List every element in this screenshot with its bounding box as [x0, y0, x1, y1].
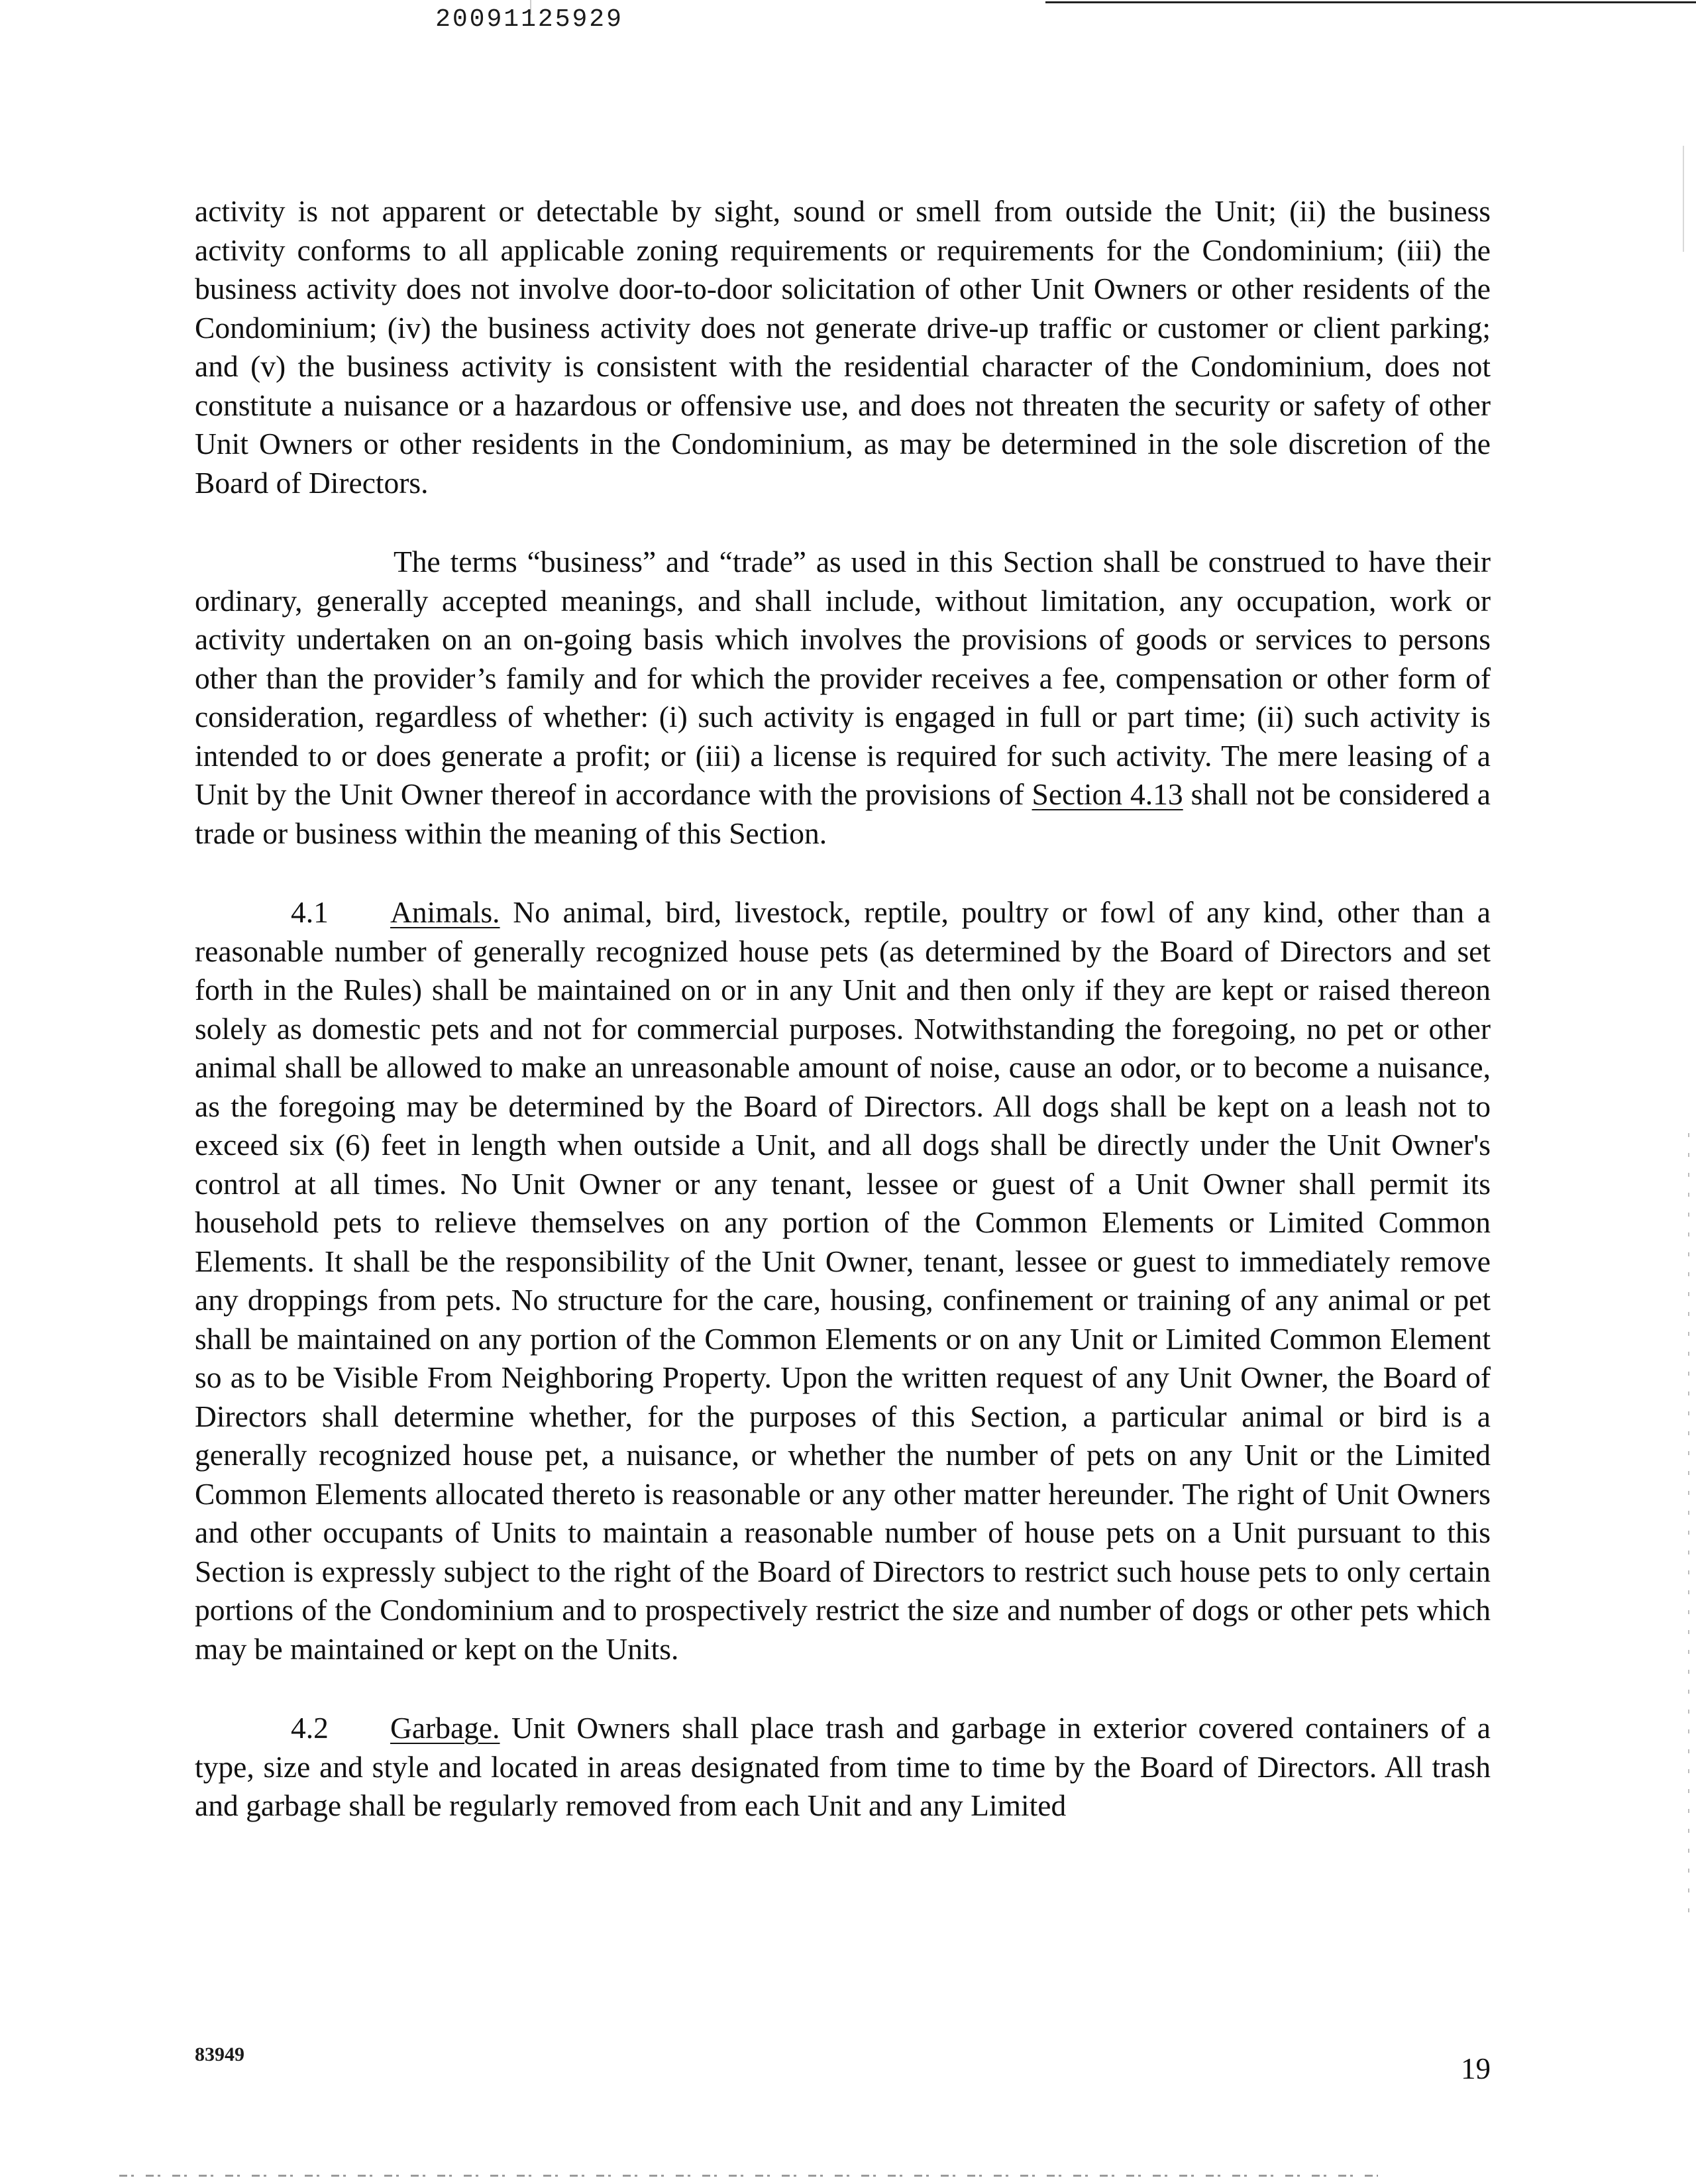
- section-title: Garbage.: [390, 1711, 500, 1745]
- section-number: 4.2: [291, 1711, 329, 1745]
- recording-number: 20091125929: [435, 5, 623, 34]
- footer-page-number: 19: [1461, 2052, 1491, 2085]
- document-body: [195, 192, 1491, 1866]
- scan-artifact-bottom-line: [119, 2175, 1378, 2177]
- continuation-paragraph: activity is not apparent or detectable by sight, sound or smell from outside the Unit; (ii) the business activity conforms to all applicable zoning requirements or requirements for the Condominium; (iii) the business activity does not involve door-to-door solicitation of other Unit Owners or other residents of the Condominium; (iv) the business activity does not generate drive-up traffic or customer or client parking; and (v) the business activity is consistent with the residential character of the Condominium, does not constitute a nuisance or a hazardous or offensive use, and does not threaten the security or safety of other Unit Owners or other residents in the Condominium, as may be determined in the sole discretion of the Board of Directors.: [195, 194, 1491, 500]
- section-title: Animals.: [390, 895, 500, 929]
- section-garbage: [195, 1709, 1491, 1826]
- footer-file-number: 83949: [195, 2044, 244, 2065]
- section-number: 4.1: [291, 895, 329, 929]
- section-text: Unit Owners shall place trash and garbage in exterior covered containers of a type, size and style and located in areas designated from time to time by the Board of Directors. All trash and garbage shall be regularly removed from each Unit and any Limited: [195, 1711, 1491, 1822]
- header-rule: [1045, 1, 1696, 3]
- scan-artifact-edge: [1683, 146, 1684, 252]
- terms-text: The terms “business” and “trade” as used in this Section shall be construed to have their ordinary, generally accepted meanings, and shall include, without limitation, any occupation, work or activity undertaken on an on-going basis which involves the provisions of goods or services to persons other than the provider’s family and for which the provider receives a fee, compensation or other form of consideration, regardless of whether: (i) such activity is engaged in full or part time; (ii) such activity is intended to or does generate a profit; or (iii) a license is required for such activity. The mere leasing of a Unit by the Unit Owner thereof in accordance with the provisions of: [195, 545, 1491, 811]
- scan-artifact-dashes: [1688, 1133, 1689, 1928]
- section-animals: [195, 893, 1491, 1668]
- terms-text-end: shall not be considered a trade or business within the meaning of this Section.: [195, 777, 1491, 850]
- terms-definition-paragraph: [195, 543, 1491, 853]
- section-cross-reference: Section 4.13: [1032, 777, 1183, 811]
- section-text: No animal, bird, livestock, reptile, poultry or fowl of any kind, other than a reasonable number of generally recognized house pets (as determined by the Board of Directors and set forth in the Rules) shall be maintained on or in any Unit and then only if they are kept or raised thereon solely as domestic pets and not for commercial purposes. Notwithstanding the foregoing, no pet or other animal shall be allowed to make an unreasonable amount of noise, cause an odor, or to become a nuisance, as the foregoing may be determined by the Board of Directors. All dogs shall be kept on a leash not to exceed six (6) feet in length when outside a Unit, and all dogs shall be directly under the Unit Owner's control at all times. No Unit Owner or any tenant, lessee or guest of a Unit Owner shall permit its household pets to relieve themselves on any portion of the Common Elements or Limited Common Elements. It shall be the responsibility of the Unit Owner, tenant, lessee or guest to immediately remove any droppings from pets. No structure for the care, housing, confinement or training of any animal or pet shall be maintained on any portion of the Common Elements or on any Unit or Limited Common Element so as to be Visible From Neighboring Property. Upon the written request of any Unit Owner, the Board of Directors shall determine whether, for the purposes of this Section, a particular animal or bird is a generally recognized house pet, a nuisance, or whether the number of pets on any Unit or the Limited Common Elements allocated thereto is reasonable or any other matter hereunder. The right of Unit Owners and other occupants of Units to maintain a reasonable number of house pets on a Unit pursuant to this Section is expressly subject to the right of the Board of Directors to restrict such house pets to only certain portions of the Condominium and to prospectively restrict the size and number of dogs or other pets which may be maintained or kept on the Units.: [195, 895, 1491, 1666]
